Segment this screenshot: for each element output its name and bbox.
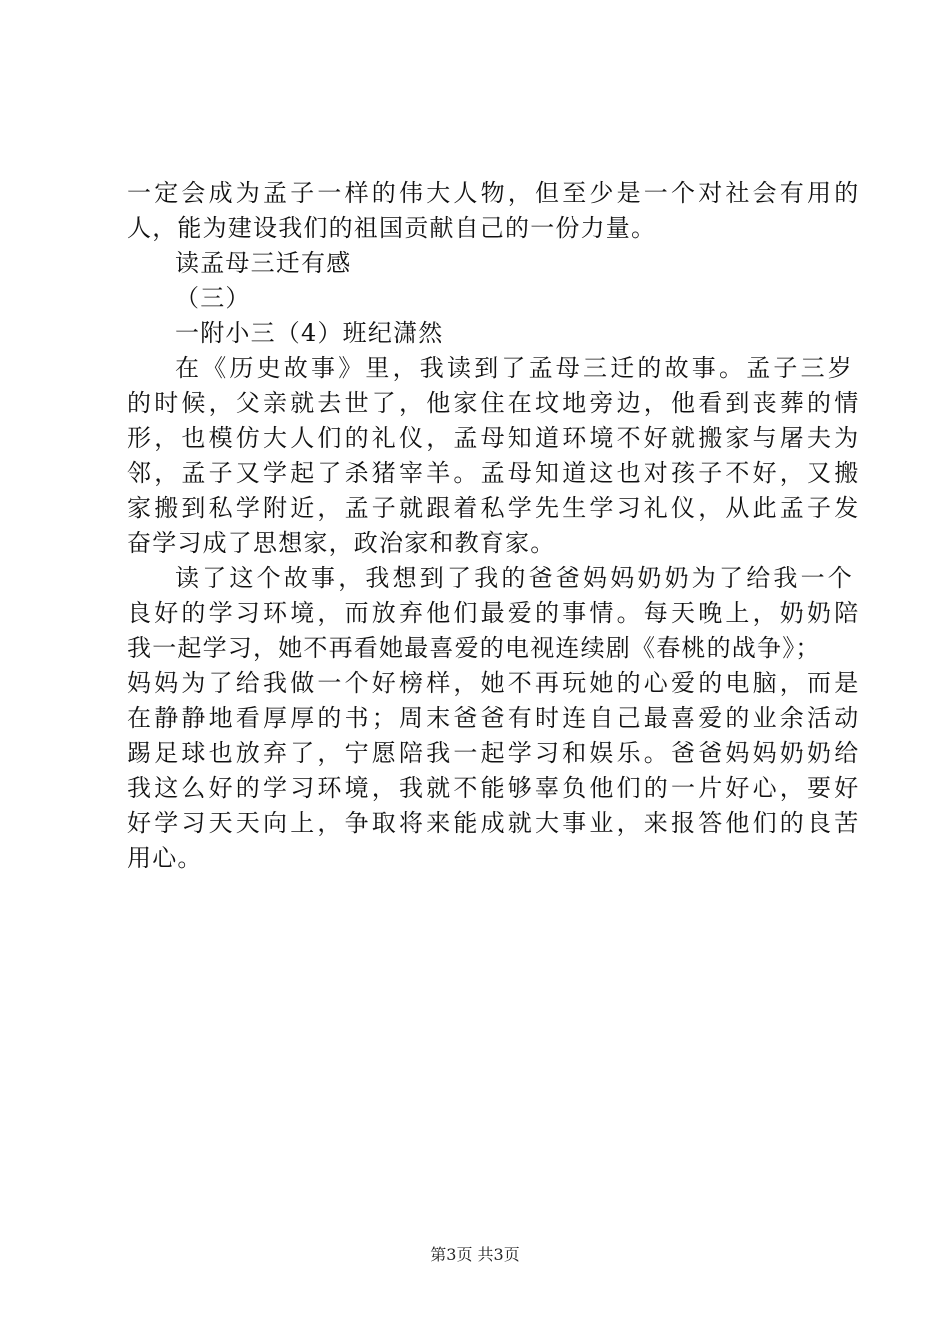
text-line: 我一起学习，她不再看她最喜爱的电视连续剧《春桃的战争》；	[127, 634, 821, 662]
text-line: 读了这个故事，我想到了我的爸爸妈妈奶奶为了给我一个	[175, 564, 855, 592]
text-line: 形，也模仿大人们的礼仪，孟母知道环境不好就搬家与屠夫为	[127, 424, 862, 452]
text-line: 用心。	[127, 844, 203, 872]
text-line: 踢足球也放弃了，宁愿陪我一起学习和娱乐。爸爸妈妈奶奶给	[127, 739, 862, 767]
essay-author: 一附小三（4）班纪潇然	[175, 319, 444, 347]
text-line: 良好的学习环境，而放弃他们最爱的事情。每天晚上，奶奶陪	[127, 599, 862, 627]
text-line: 的时候，父亲就去世了，他家住在坟地旁边，他看到丧葬的情	[127, 389, 862, 417]
text-line: 在静静地看厚厚的书；周末爸爸有时连自己最喜爱的业余活动	[127, 704, 862, 732]
text-line: 好学习天天向上，争取将来能成就大事业，来报答他们的良苦	[127, 809, 862, 837]
essay-part-number: （三）	[175, 284, 251, 312]
text-line: 一定会成为孟子一样的伟大人物，但至少是一个对社会有用的	[127, 179, 862, 207]
document-body	[127, 176, 862, 876]
text-line: 妈妈为了给我做一个好榜样，她不再玩她的心爱的电脑，而是	[127, 669, 862, 697]
text-line: 在《历史故事》里，我读到了孟母三迁的故事。孟子三岁	[175, 354, 855, 382]
text-line: 家搬到私学附近，孟子就跟着私学先生学习礼仪，从此孟子发	[127, 494, 862, 522]
page-number-footer: 第3页 共3页	[430, 1245, 520, 1264]
text-line: 邻，孟子又学起了杀猪宰羊。孟母知道这也对孩子不好，又搬	[127, 459, 862, 487]
essay-title: 读孟母三迁有感	[175, 249, 352, 277]
text-line: 人，能为建设我们的祖国贡献自己的一份力量。	[127, 214, 657, 242]
text-line: 奋学习成了思想家，政治家和教育家。	[127, 529, 556, 557]
text-line: 我这么好的学习环境，我就不能够辜负他们的一片好心，要好	[127, 774, 862, 802]
